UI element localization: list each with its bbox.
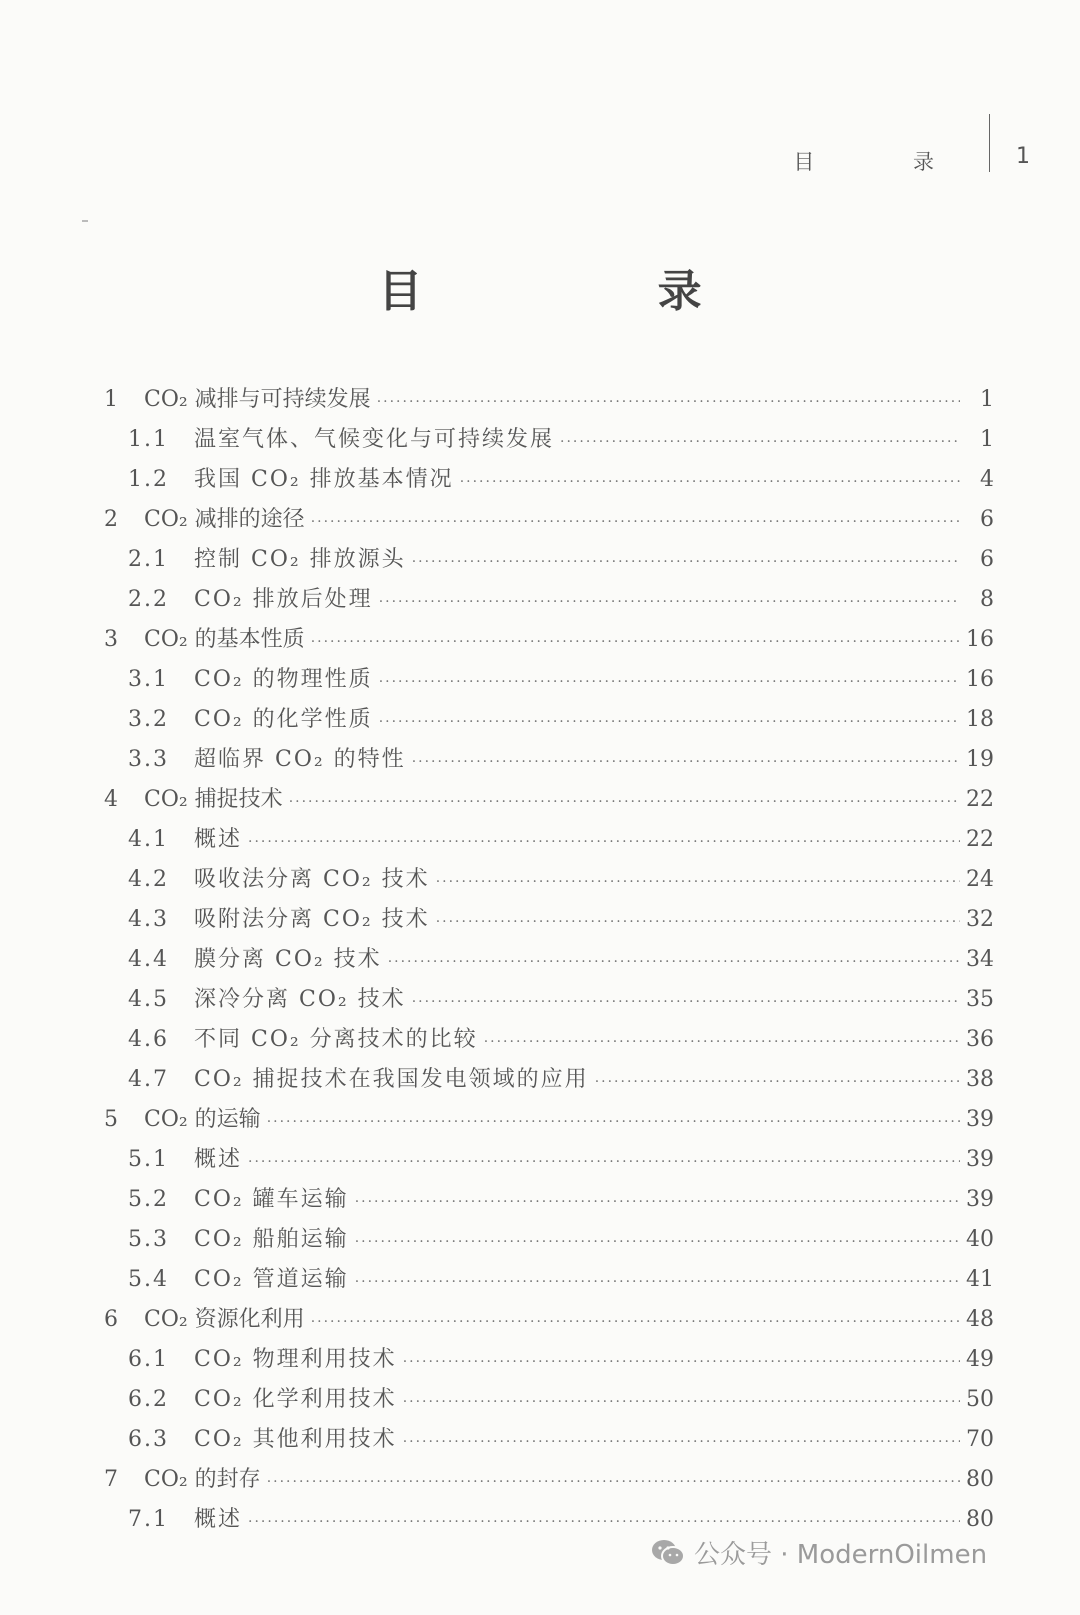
toc-dot-leader (460, 462, 960, 502)
toc-entry-page: 6 (980, 507, 994, 532)
toc-entry-label: 我国 CO₂ 排放基本情况 (194, 467, 454, 492)
toc-subsection-entry[interactable] (104, 660, 994, 700)
toc-entry-label: CO₂ 船舶运输 (194, 1227, 349, 1252)
toc-entry-page: 22 (966, 787, 994, 812)
toc-entry-label: 膜分离 CO₂ 技术 (194, 947, 382, 972)
toc-entry-page: 80 (966, 1467, 994, 1492)
toc-entry-number: 1.1 (128, 427, 169, 452)
toc-entry-number: 1 (104, 387, 118, 412)
running-head-page-number: 1 (1016, 144, 1030, 169)
toc-entry-page: 32 (966, 907, 994, 932)
toc-entry-page: 50 (966, 1387, 994, 1412)
toc-dot-leader (403, 1382, 960, 1422)
toc-dot-leader (267, 1462, 960, 1502)
toc-entry-page: 1 (980, 427, 994, 452)
toc-chapter-entry[interactable] (104, 380, 994, 420)
toc-subsection-entry[interactable] (104, 420, 994, 460)
toc-entry-number: 3 (104, 627, 118, 652)
toc-dot-leader (403, 1342, 960, 1382)
toc-entry-number: 4.5 (128, 987, 169, 1012)
toc-entry-label: 概述 (194, 1507, 243, 1532)
toc-entry-label: 概述 (194, 827, 243, 852)
running-head-title: 目 录 (793, 150, 980, 174)
toc-entry-number: 3.2 (128, 707, 169, 732)
toc-entry-number: 1.2 (128, 467, 169, 492)
toc-entry-page: 70 (966, 1427, 994, 1452)
toc-entry-label: CO₂ 排放后处理 (194, 587, 373, 612)
toc-entry-number: 5 (104, 1107, 118, 1132)
toc-entry-number: 4.6 (128, 1027, 169, 1052)
toc-chapter-entry[interactable] (104, 1460, 994, 1500)
toc-dot-leader (355, 1222, 960, 1262)
toc-entry-page: 39 (966, 1187, 994, 1212)
toc-subsection-entry[interactable] (104, 1020, 994, 1060)
toc-entry-label: CO₂ 的物理性质 (194, 667, 373, 692)
toc-entry-number: 2.1 (128, 547, 169, 572)
toc-entry-label: CO₂ 其他利用技术 (194, 1427, 397, 1452)
toc-dot-leader (377, 382, 960, 422)
toc-entry-label: CO₂ 的基本性质 (144, 627, 305, 652)
toc-dot-leader (560, 422, 960, 462)
toc-entry-number: 5.4 (128, 1267, 169, 1292)
toc-entry-label: 超临界 CO₂ 的特性 (194, 747, 406, 772)
toc-entry-label: 控制 CO₂ 排放源头 (194, 547, 406, 572)
toc-dot-leader (412, 542, 960, 582)
toc-entry-label: CO₂ 管道运输 (194, 1267, 349, 1292)
toc-chapter-entry[interactable] (104, 1100, 994, 1140)
wechat-icon (650, 1538, 686, 1568)
toc-subsection-entry[interactable] (104, 1060, 994, 1100)
toc-subsection-entry[interactable] (104, 980, 994, 1020)
toc-entry-number: 6.2 (128, 1387, 169, 1412)
toc-entry-label: CO₂ 减排的途径 (144, 507, 305, 532)
toc-dot-leader (412, 982, 960, 1022)
watermark (650, 1534, 987, 1571)
toc-chapter-entry[interactable] (104, 620, 994, 660)
toc-entry-number: 7.1 (128, 1507, 169, 1532)
toc-entry-page: 48 (966, 1307, 994, 1332)
toc-entry-page: 22 (966, 827, 994, 852)
toc-entry-number: 5.1 (128, 1147, 169, 1172)
toc-subsection-entry[interactable] (104, 1420, 994, 1460)
toc-entry-number: 7 (104, 1467, 118, 1492)
toc-entry-number: 6.3 (128, 1427, 169, 1452)
toc-dot-leader (311, 502, 960, 542)
toc-subsection-entry[interactable] (104, 540, 994, 580)
toc-entry-number: 3.3 (128, 747, 169, 772)
toc-entry-label: CO₂ 的运输 (144, 1107, 261, 1132)
toc-dot-leader (248, 1142, 960, 1182)
toc-entry-page: 40 (966, 1227, 994, 1252)
toc-subsection-entry[interactable] (104, 940, 994, 980)
toc-subsection-entry[interactable] (104, 740, 994, 780)
toc-entry-page: 8 (980, 587, 994, 612)
running-head-rule (989, 114, 990, 172)
toc-entry-number: 4.4 (128, 947, 169, 972)
toc-entry-number: 4.3 (128, 907, 169, 932)
toc-entry-number: 4.7 (128, 1067, 169, 1092)
toc-entry-label: CO₂ 罐车运输 (194, 1187, 349, 1212)
toc-entry-label: CO₂ 物理利用技术 (194, 1347, 397, 1372)
toc-entry-page: 35 (966, 987, 994, 1012)
toc-subsection-entry[interactable] (104, 1340, 994, 1380)
toc-subsection-entry[interactable] (104, 700, 994, 740)
toc-entry-number: 2.2 (128, 587, 169, 612)
toc-entry-page: 24 (966, 867, 994, 892)
toc-entry-label: CO₂ 捕捉技术在我国发电领域的应用 (194, 1067, 589, 1092)
toc-entry-page: 38 (966, 1067, 994, 1092)
toc-entry-label: 吸附法分离 CO₂ 技术 (194, 907, 430, 932)
toc-entry-label: CO₂ 化学利用技术 (194, 1387, 397, 1412)
toc-entry-page: 18 (966, 707, 994, 732)
toc-dot-leader (379, 662, 960, 702)
toc-entry-number: 4.1 (128, 827, 169, 852)
toc-subsection-entry[interactable] (104, 860, 994, 900)
toc-chapter-entry[interactable] (104, 500, 994, 540)
toc-entry-page: 4 (980, 467, 994, 492)
toc-dot-leader (436, 902, 960, 942)
toc-subsection-entry[interactable] (104, 1380, 994, 1420)
toc-entry-number: 6.1 (128, 1347, 169, 1372)
toc-entry-page: 49 (966, 1347, 994, 1372)
toc-dot-leader (403, 1422, 960, 1462)
toc-entry-page: 6 (980, 547, 994, 572)
toc-dot-leader (355, 1262, 960, 1302)
toc-entry-label: CO₂ 的化学性质 (194, 707, 373, 732)
toc-entry-number: 3.1 (128, 667, 169, 692)
toc-entry-page: 41 (966, 1267, 994, 1292)
toc-dot-leader (379, 702, 960, 742)
toc-entry-number: 4 (104, 787, 118, 812)
toc-dot-leader (388, 942, 960, 982)
toc-entry-label: CO₂ 资源化利用 (144, 1307, 305, 1332)
toc-dot-leader (412, 742, 960, 782)
toc-subsection-entry[interactable] (104, 900, 994, 940)
toc-entry-label: 不同 CO₂ 分离技术的比较 (194, 1027, 478, 1052)
toc-entry-number: 5.2 (128, 1187, 169, 1212)
toc-entry-label: CO₂ 的封存 (144, 1467, 261, 1492)
toc-entry-page: 34 (966, 947, 994, 972)
toc-subsection-entry[interactable] (104, 580, 994, 620)
toc-entry-label: 深冷分离 CO₂ 技术 (194, 987, 406, 1012)
toc-subsection-entry[interactable] (104, 1140, 994, 1180)
toc-entry-page: 36 (966, 1027, 994, 1052)
toc-entry-label: 温室气体、气候变化与可持续发展 (194, 427, 555, 452)
toc-entry-number: 6 (104, 1307, 118, 1332)
toc-dot-leader (267, 1102, 960, 1142)
toc-subsection-entry[interactable] (104, 1260, 994, 1300)
toc-dot-leader (436, 862, 960, 902)
toc-subsection-entry[interactable] (104, 460, 994, 500)
toc-entry-number: 2 (104, 507, 118, 532)
toc-dot-leader (484, 1022, 960, 1062)
toc-entry-label: 吸收法分离 CO₂ 技术 (194, 867, 430, 892)
table-of-contents (104, 380, 994, 1540)
toc-entry-page: 1 (980, 387, 994, 412)
toc-subsection-entry[interactable] (104, 820, 994, 860)
toc-dot-leader (311, 622, 960, 662)
toc-entry-label: 概述 (194, 1147, 243, 1172)
toc-entry-label: CO₂ 捕捉技术 (144, 787, 283, 812)
toc-entry-page: 16 (966, 627, 994, 652)
toc-dot-leader (311, 1302, 960, 1342)
toc-dot-leader (289, 782, 960, 822)
running-head (0, 142, 1080, 182)
toc-chapter-entry[interactable] (104, 1300, 994, 1340)
toc-entry-label: CO₂ 减排与可持续发展 (144, 387, 371, 412)
toc-entry-page: 19 (966, 747, 994, 772)
toc-dot-leader (248, 822, 960, 862)
toc-dot-leader (379, 582, 960, 622)
toc-entry-page: 16 (966, 667, 994, 692)
toc-entry-page: 80 (966, 1507, 994, 1532)
toc-entry-page: 39 (966, 1147, 994, 1172)
toc-entry-number: 5.3 (128, 1227, 169, 1252)
toc-subsection-entry[interactable] (104, 1180, 994, 1220)
toc-chapter-entry[interactable] (104, 780, 994, 820)
toc-dot-leader (355, 1182, 960, 1222)
page-title: 目 录 (378, 266, 812, 317)
watermark-text: 公众号 · ModernOilmen (694, 1540, 988, 1570)
toc-subsection-entry[interactable] (104, 1220, 994, 1260)
toc-entry-page: 39 (966, 1107, 994, 1132)
toc-entry-number: 4.2 (128, 867, 169, 892)
scan-speck (82, 220, 88, 222)
toc-dot-leader (595, 1062, 960, 1102)
